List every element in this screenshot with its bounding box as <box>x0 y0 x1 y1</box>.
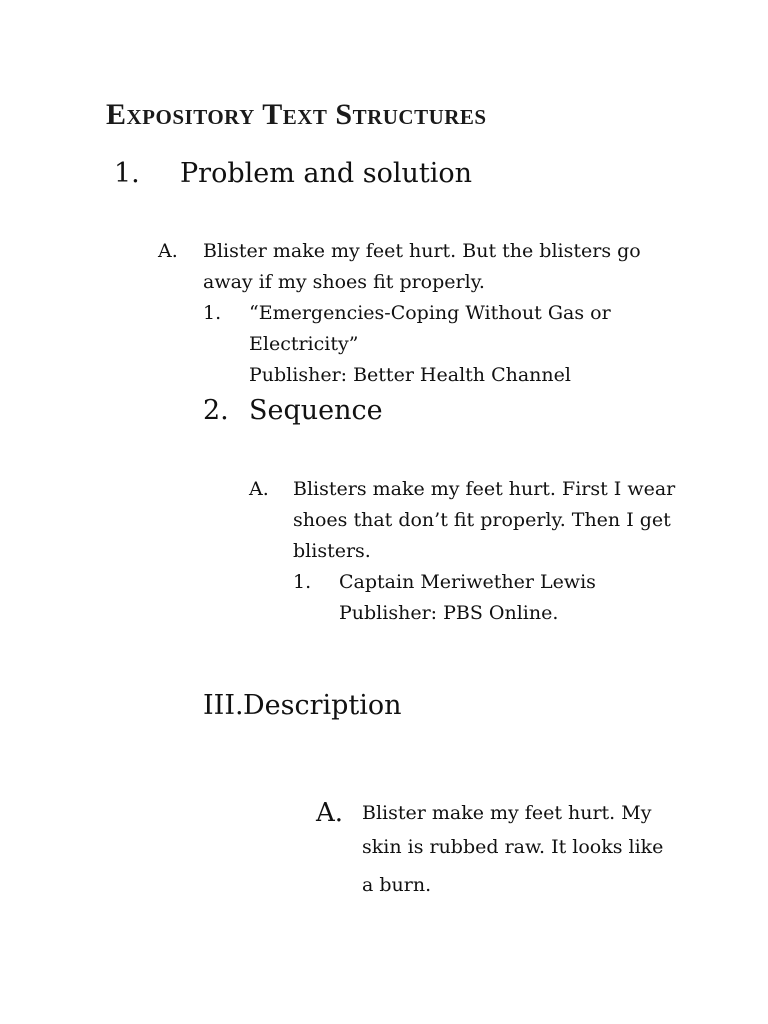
section-3-item-text <box>362 796 663 902</box>
section-2-number: 2. <box>203 395 229 426</box>
text-line: shoes that don’t fit properly. Then I get <box>293 509 671 531</box>
text-line: Electricity” <box>249 333 359 355</box>
text-line: Publisher: Better Health Channel <box>249 364 571 386</box>
section-2-item-letter: A. <box>249 478 269 500</box>
text-line: Blisters make my feet hurt. First I wear <box>293 478 676 500</box>
section-3-number: III. <box>203 690 244 721</box>
section-2-item-text <box>293 474 675 567</box>
section-1-source-number: 1. <box>203 302 222 324</box>
text-line: Blister make my feet hurt. My <box>362 802 652 824</box>
text-line: away if my shoes fit properly. <box>203 271 485 293</box>
text-line: skin is rubbed raw. It looks like <box>362 836 664 858</box>
section-2-heading: Sequence <box>249 395 383 426</box>
section-1-item-letter: A. <box>158 240 178 262</box>
section-1-number: 1. <box>114 158 140 189</box>
section-2-source-text <box>339 567 596 629</box>
text-line: blisters. <box>293 540 371 562</box>
text-line: Blister make my feet hurt. But the blisters go <box>203 240 641 262</box>
text-line: a burn. <box>362 874 432 896</box>
section-3-item-letter: A. <box>316 798 344 828</box>
text-line: Publisher: PBS Online. <box>339 602 559 624</box>
section-3-heading: Description <box>243 690 402 721</box>
section-1-heading: Problem and solution <box>180 158 473 189</box>
section-2-source-number: 1. <box>293 571 312 593</box>
text-line: Captain Meriwether Lewis <box>339 571 596 593</box>
section-1-item-text <box>203 236 641 298</box>
text-line: “Emergencies-Coping Without Gas or <box>249 302 611 324</box>
document-title: Expository Text Structures <box>106 98 487 131</box>
section-1-source-text <box>249 298 611 391</box>
